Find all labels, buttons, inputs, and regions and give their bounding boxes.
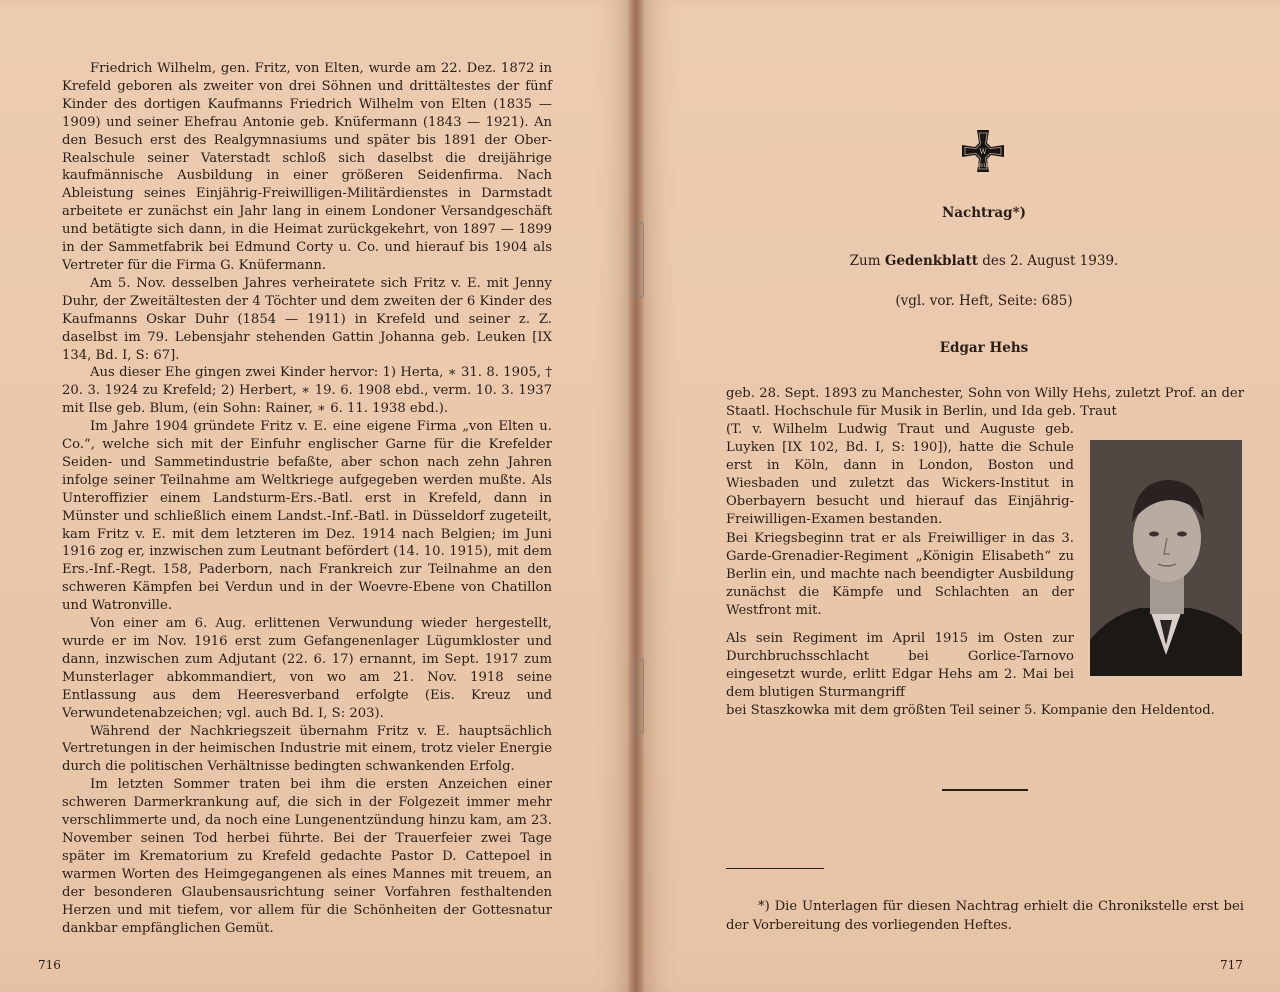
footnote: *) Die Unterlagen für diesen Nachtrag erhielt die Chronikstelle erst bei der Vorbereitung des vorliegenden Heftes. bbox=[726, 899, 1244, 933]
book-gutter bbox=[628, 0, 644, 992]
subtitle-bold: Gedenkblatt bbox=[884, 253, 978, 269]
left-text-column bbox=[62, 60, 552, 937]
left-paragraph-7: Im letzten Sommer traten bei ihm die ersten Anzeichen einer schweren Darmerkrankung auf, die sich in der Folgezeit immer mehr verschlimmerte und, da noch eine Lungenentzündung hinzu kam, am 23. November seinen Tod herbei führte. Bei der Trauerfeier zwei Tage später im Krematorium zu Krefeld gedachte Pastor D. Cattepoel in warmen Worten des Heimgegangenen als eines Mannes mit treuem, an der besonderen Glaubensausrichtung seiner Vorfahren festhaltenden Herzen und mit tiefem, vor allem für die Schönheiten der Gottesnatur dankbar empfänglichen Gemüt. bbox=[62, 777, 552, 936]
subtitle-pre: Zum bbox=[849, 253, 885, 269]
right-paragraph-3-end: bei Staszkowka mit dem größten Teil seiner 5. Kompanie den Heldentod. bbox=[726, 703, 1215, 718]
left-paragraph-4: Im Jahre 1904 gründete Fritz v. E. eine eigene Firma „von Elten u. Co.“, welche sich mit der Einfuhr englischer Garne für die Krefelder Seiden- und Sammetindustrie befaßte, aber schon nach zehn Jahren infolge seiner Teilnahme am Weltkriege aufgegeben werden mußte. Als Unteroffizier einem Landsturm-Ers.-Batl. erst in Krefeld, dann in Münster und schließlich einem Landst.-Inf.-Batl. in Düsseldorf zugeteilt, kam Fritz v. E. mit dem letzteren im Dez. 1914 nach Belgien; im Juni 1916 zog er, inzwischen zum Leutnant befördert (14. 10. 1915), mit dem Ers.-Inf.-Regt. 158, Paderborn, nach Frankreich zur Teilnahme an den schweren Kämpfen bei Verdun und in der Woevre-Ebene von Chatillon und Watronville. bbox=[62, 419, 552, 614]
left-paragraph-1: Friedrich Wilhelm, gen. Fritz, von Elten, wurde am 22. Dez. 1872 in Krefeld geboren als zweiter von drei Söhnen und drittältestes der fünf Kinder des dortigen Kaufmanns Friedrich Wilhelm von Elten (1835 — 1909) und seiner Ehefrau Antonie geb. Knüfermann (1843 — 1921). An den Besuch erst des Realgymnasiums und später bis 1891 der Ober-Realschule seiner Vaterstadt schloß sich daselbst die dreijährige kaufmännische Ausbildung in einer größeren Seidenfirma. Nach Ableistung seines Einjährig-Freiwilligen-Militärdienstes in Darmstadt arbeitete er zunächst ein Jahr lang in einem Londoner Versandgeschäft und betätigte sich dann, in die Heimat zurückgekehrt, von 1897 — 1899 in der Sammetfabrik bei Edmund Corty u. Co. und hierauf bis 1904 als Vertreter für die Firma G. Knüfermann. bbox=[62, 61, 552, 273]
right-page-number: 717 bbox=[1220, 958, 1243, 972]
footnote-rule bbox=[726, 868, 824, 869]
staple-bottom bbox=[634, 658, 644, 734]
supplement-title: Nachtrag*) bbox=[941, 205, 1027, 221]
left-paragraph-5: Von einer am 6. Aug. erlittenen Verwundung wieder hergestellt, wurde er im Nov. 1916 erst zum Gefangenenlager Lügumkloster und dann, inzwischen zum Adjutant (22. 6. 17) ernannt, im Sept. 1917 zum Munsterlager abkommandiert, von wo am 21. Nov. 1918 seine Entlassung aus dem Heeresverband erfolgte (Eis. Kreuz und Verwundetenabzeichen; vgl. auch Bd. I, S: 203). bbox=[62, 616, 552, 721]
memorial-subtitle bbox=[724, 253, 1244, 269]
right-paragraph-3: Als sein Regiment im April 1915 im Osten zur Durchbruchsschlacht bei Gorlice-Tarnovo eingesetzt wurde, erlitt Edgar Hehs am 2. Mai bei dem blutigen Sturmangriff bbox=[726, 631, 1074, 700]
left-paragraph-3: Aus dieser Ehe gingen zwei Kinder hervor: 1) Herta, ∗ 31. 8. 1905, † 20. 3. 1924 zu Krefeld; 2) Herbert, ∗ 19. 6. 1908 ebd., verm. 10. 3. 1937 mit Ilse geb. Blum, (ein Sohn: Rainer, ∗ 6. 11. 1938 ebd.). bbox=[62, 365, 552, 417]
reference-note: (vgl. vor. Heft, Seite: 685) bbox=[895, 293, 1073, 309]
right-paragraph-1-wrap: (T. v. Wilhelm Ludwig Traut und Auguste geb. Luyken [IX 102, Bd. I, S: 190]), hatte die Schule erst in Köln, dann in London, Boston und Wiesbaden und zuletzt das Wickers-Institut in Oberbayern besucht und hierauf das Einjährig-Freiwilligen-Examen bestanden. bbox=[726, 422, 1074, 527]
right-paragraph-1-full: geb. 28. Sept. 1893 zu Manchester, Sohn von Willy Hehs, zuletzt Prof. an der Staatl. Hochschule für Musik in Berlin, und Ida geb. Traut bbox=[726, 386, 1244, 419]
left-paragraph-6: Während der Nachkriegszeit übernahm Fritz v. E. hauptsächlich Vertretungen in der heimischen Industrie mit einem, trotz vieler Energie durch die politischen Verhältnisse bedingten schwankenden Erfolg. bbox=[62, 723, 552, 775]
cross-year: 1914 bbox=[977, 164, 989, 169]
portrait-photo bbox=[1090, 440, 1242, 676]
left-page-number: 716 bbox=[38, 958, 61, 972]
subtitle-post: des 2. August 1939. bbox=[977, 253, 1119, 269]
left-paragraph-2: Am 5. Nov. desselben Jahres verheiratete sich Fritz v. E. mit Jenny Duhr, der Zweitältesten der 4 Töchter und dem zweiten der 6 Kinder des Kaufmanns Oskar Duhr (1854 — 1911) in Krefeld und seiner z. Z. daselbst im 79. Lebensjahr stehenden Gattin Johanna geb. Leuken [IX 134, Bd. I, S: 67]. bbox=[62, 275, 552, 363]
iron-cross-icon bbox=[958, 126, 1008, 176]
svg-text:W: W bbox=[979, 148, 987, 156]
person-name: Edgar Hehs bbox=[939, 340, 1029, 356]
right-paragraph-2: Bei Kriegsbeginn trat er als Freiwilliger in das 3. Garde-Grenadier-Regiment „Königin Elisabeth“ zu Berlin ein, und machte nach beendigter Ausbildung zunächst die Kämpfe und Schlachten an der Westfront mit. bbox=[726, 531, 1074, 618]
section-divider bbox=[942, 789, 1028, 791]
staple-top bbox=[634, 222, 644, 298]
